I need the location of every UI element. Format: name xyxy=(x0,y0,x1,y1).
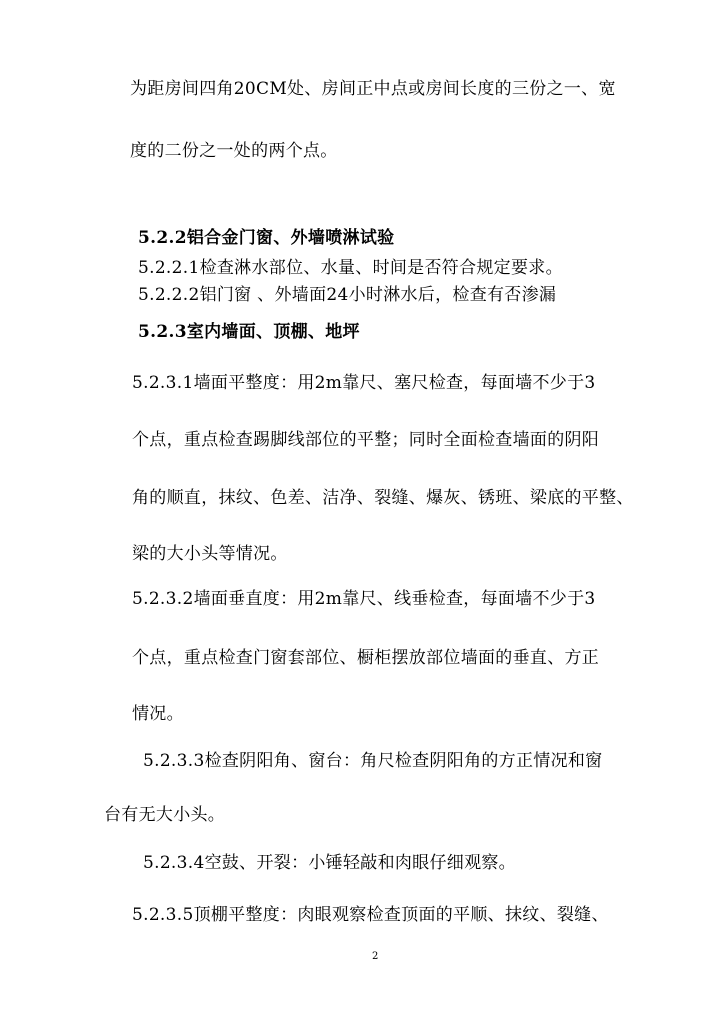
text-line-5-2-3-2: 5.2.3.2墙面垂直度：用2m靠尺、线垂检查，每面墙不少于3 xyxy=(132,589,596,609)
text-line-continued-5: 情况。 xyxy=(132,704,184,724)
page-number: 2 xyxy=(372,951,379,962)
text-line-5-2-2-2: 5.2.2.2铝门窗 、外墙面24小时淋水后，检查有否渗漏 xyxy=(138,285,557,305)
section-heading-5-2-3: 5.2.3室内墙面、顶棚、地坪 xyxy=(138,322,360,342)
text-line-continued-2: 角的顺直，抹纹、色差、洁净、裂缝、爆灰、锈班、梁底的平整、 xyxy=(132,488,634,508)
text-line-continued-1: 个点，重点检查踢脚线部位的平整；同时全面检查墙面的阴阳 xyxy=(132,430,600,450)
text-line-5-2-3-1: 5.2.3.1墙面平整度：用2m靠尺、塞尺检查，每面墙不少于3 xyxy=(132,373,596,393)
text-line-continued-6: 台有无大小头。 xyxy=(104,805,226,825)
text-line-2: 度的二份之一处的两个点。 xyxy=(130,141,338,161)
text-line-5-2-3-5: 5.2.3.5顶棚平整度：肉眼观察检查顶面的平顺、抹纹、裂缝、 xyxy=(132,905,609,925)
text-line-continued-3: 梁的大小头等情况。 xyxy=(132,544,288,564)
text-line-continued-4: 个点，重点检查门窗套部位、橱柜摆放部位墙面的垂直、方正 xyxy=(132,648,600,668)
section-heading-5-2-2: 5.2.2铝合金门窗、外墙喷淋试验 xyxy=(138,228,395,248)
text-line-5-2-3-4: 5.2.3.4空鼓、开裂：小锤轻敲和肉眼仔细观察。 xyxy=(143,853,516,873)
text-line-5-2-3-3: 5.2.3.3检查阴阳角、窗台：角尺检查阴阳角的方正情况和窗 xyxy=(143,751,603,771)
text-line-5-2-2-1: 5.2.2.1检查淋水部位、水量、时间是否符合规定要求。 xyxy=(138,258,563,278)
text-line-1: 为距房间四角20CM处、房间正中点或房间长度的三份之一、宽 xyxy=(130,79,616,99)
